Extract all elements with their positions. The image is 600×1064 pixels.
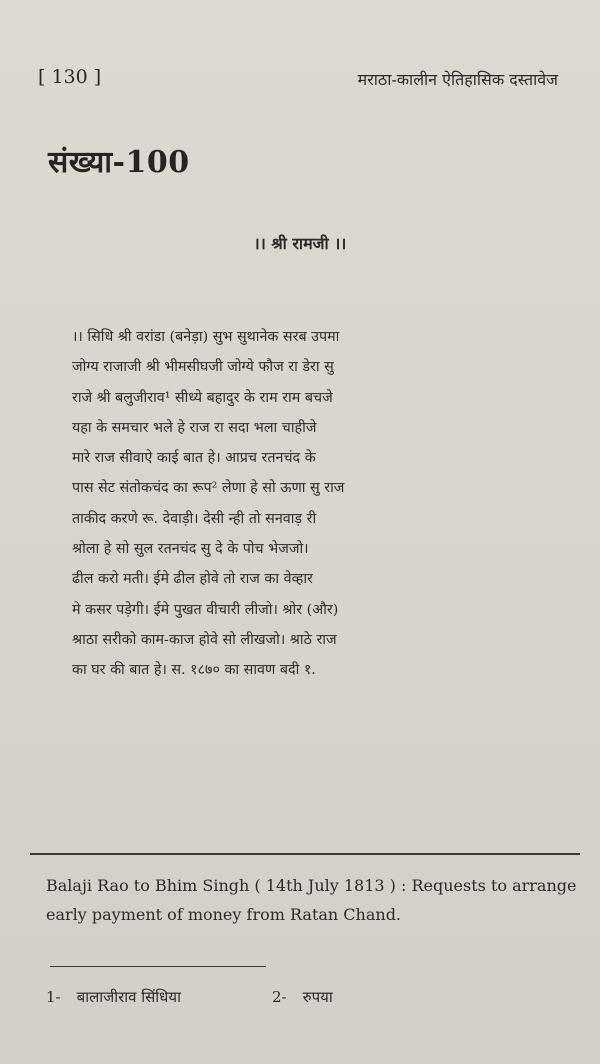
letter-line: मे कसर पड़ेगी। ईमे पुखत वीचारी लीजो। श्रोर (और) — [72, 601, 339, 618]
footnote-1 — [46, 987, 181, 1007]
letter-line: ताकीद करणे रू. देवाड़ी। देसी न्ही तो सनवाड़ री — [72, 510, 317, 527]
summary-line: Balaji Rao to Bhim Singh ( 14th July 1813 ) : Requests to arrange — [46, 876, 577, 895]
letter-line: श्रोला हे सो सुल रतनचंद सु दे के पोच भेजजो। — [72, 541, 309, 558]
footnote-text: बालाजीराव सिंधिया — [76, 988, 181, 1006]
page-number: [ 130 ] — [38, 66, 102, 88]
footnote-divider — [50, 966, 266, 967]
summary-line: early payment of money from Ratan Chand. — [46, 905, 402, 924]
footnote-number: 1- — [46, 988, 61, 1006]
section-divider — [30, 853, 580, 855]
letter-line: जोग्य राजाजी श्री भीमसीघजी जोग्ये फौज रा डेरा सु — [72, 359, 334, 376]
letter-line: ढील करो मती। ईमे ढील होवे तो राज का वेव्हार — [72, 571, 313, 588]
letter-line: ।। सिधि श्री वरांडा (बनेड़ा) सुभ सुथानेक सरब उपमा — [72, 329, 340, 345]
footnote-text: रुपया — [302, 988, 333, 1006]
letter-line: पास सेट संतोकचंद का रूप² लेणा हे सो ऊणा सु राज — [72, 480, 345, 497]
footnote-number: 2- — [272, 988, 287, 1006]
footnote-2 — [272, 987, 333, 1007]
letter-line: राजे श्री बलुजीराव¹ सीध्ये बहादुर के राम राम बचजे — [72, 389, 333, 406]
english-summary — [46, 871, 576, 929]
letter-body — [72, 322, 472, 686]
letter-line: श्राठा सरीको काम-काज होवे सो लीखजो। श्राठे राज — [72, 631, 337, 648]
invocation: ।। श्री रामजी ।। — [253, 234, 347, 253]
letter-line: मारे राज सीवाऐ काई बात हे। आप्रच रतनचंद के — [72, 450, 316, 467]
running-title: मराठा-कालीन ऐतिहासिक दस्तावेज — [357, 70, 558, 89]
letter-line: यहा के समचार भले हे राज रा सदा भला चाहीजे — [72, 419, 317, 436]
document-number: संख्या-100 — [48, 145, 190, 180]
letter-line: का घर की बात हे। स. १८७० का सावण बदी १. — [72, 662, 316, 679]
